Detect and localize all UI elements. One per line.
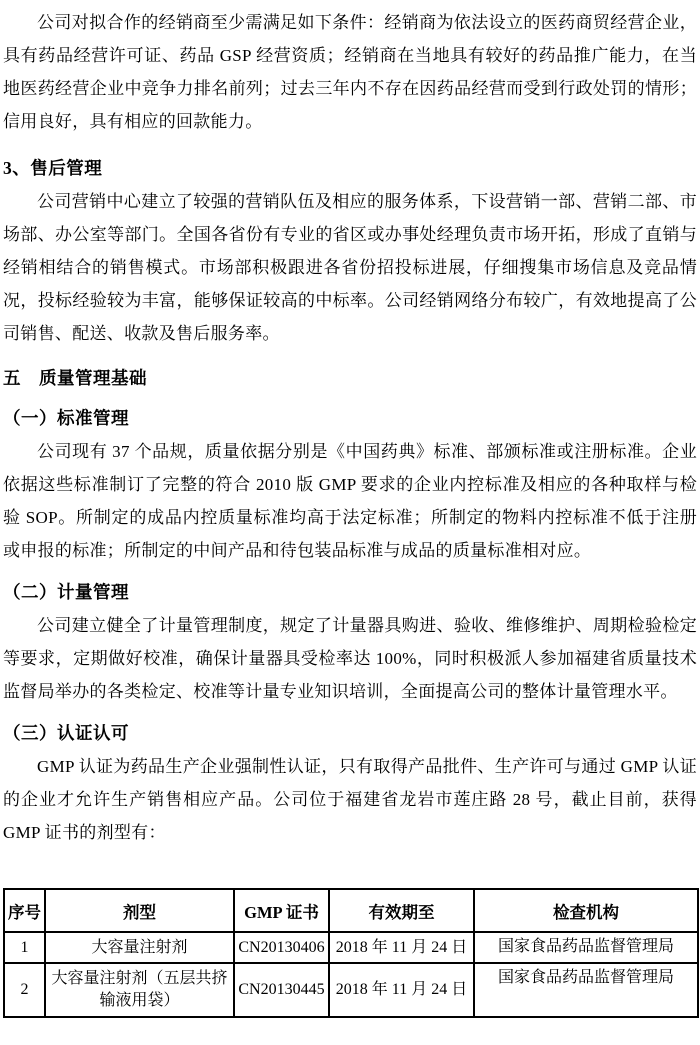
cell-valid-until: 2018 年 11 月 24 日	[329, 932, 474, 963]
gmp-table-body	[4, 932, 698, 1017]
column-header-inspection-agency: 检查机构	[474, 889, 698, 932]
heading-aftersales-management: 3、售后管理	[3, 158, 103, 178]
gmp-certificate-table	[3, 888, 699, 1018]
column-header-valid-until: 有效期至	[329, 889, 474, 932]
table-row	[4, 932, 698, 963]
heading-standard-management: （一）标准管理	[3, 408, 129, 428]
cell-inspection-agency: 国家食品药品监督管理局	[474, 932, 698, 963]
heading-quality-management-basis: 五 质量管理基础	[3, 368, 147, 388]
paragraph-metrology-management: 公司建立健全了计量管理制度，规定了计量器具购进、验收、维修维护、周期检验检定等要求，定期做好校准，确保计量器具受检率达 100%，同时积极派人参加福建省质量技术监督局举办的各类检定、校准等计量专业知识培训，全面提高公司的整体计量管理水平。	[3, 616, 697, 701]
cell-valid-until: 2018 年 11 月 24 日	[329, 963, 474, 1017]
cell-dosage-form: 大容量注射剂	[45, 932, 234, 963]
column-header-gmp-certificate: GMP 证书	[234, 889, 329, 932]
cell-gmp-certificate: CN20130445	[234, 963, 329, 1017]
paragraph-certification: GMP 认证为药品生产企业强制性认证，只有取得产品批件、生产许可与通过 GMP 认证的企业才允许生产销售相应产品。公司位于福建省龙岩市莲庄路 28 号，截止目前，获得 GMP 证书的剂型有：	[3, 757, 697, 842]
heading-certification: （三）认证认可	[3, 723, 129, 743]
paragraph-standard-management: 公司现有 37 个品规，质量依据分别是《中国药典》标准、部颁标准或注册标准。企业依据这些标准制订了完整的符合 2010 版 GMP 要求的企业内控标准及相应的各种取样与检验 SOP。所制定的成品内控质量标准均高于法定标准；所制定的物料内控标准不低于注册或申报的标准；所制定的中间产品和待包装品标准与成品的质量标准相对应。	[3, 442, 697, 560]
cell-inspection-agency: 国家食品药品监督管理局	[474, 963, 698, 1017]
paragraph-distributor-conditions: 公司对拟合作的经销商至少需满足如下条件：经销商为依法设立的医药商贸经营企业，具有药品经营许可证、药品 GSP 经营资质；经销商在当地具有较好的药品推广能力，在当地医药经营企业中竞争力排名前列；过去三年内不存在因药品经营而受到行政处罚的情形；信用良好，具有相应的回款能力。	[3, 13, 697, 131]
column-header-dosage-form: 剂型	[45, 889, 234, 932]
table-row	[4, 963, 698, 1017]
cell-dosage-form: 大容量注射剂（五层共挤输液用袋）	[45, 963, 234, 1017]
cell-serial-no: 2	[4, 963, 45, 1017]
paragraph-aftersales: 公司营销中心建立了较强的营销队伍及相应的服务体系，下设营销一部、营销二部、市场部、办公室等部门。全国各省份有专业的省区或办事处经理负责市场开拓，形成了直销与经销相结合的销售模式。市场部积极跟进各省份招投标进展，仔细搜集市场信息及竞品情况，投标经验较为丰富，能够保证较高的中标率。公司经销网络分布较广，有效地提高了公司销售、配送、收款及售后服务率。	[3, 192, 697, 343]
cell-serial-no: 1	[4, 932, 45, 963]
heading-metrology-management: （二）计量管理	[3, 582, 129, 602]
cell-gmp-certificate: CN20130406	[234, 932, 329, 963]
column-header-serial-no: 序号	[4, 889, 45, 932]
table-header-row	[4, 889, 698, 932]
